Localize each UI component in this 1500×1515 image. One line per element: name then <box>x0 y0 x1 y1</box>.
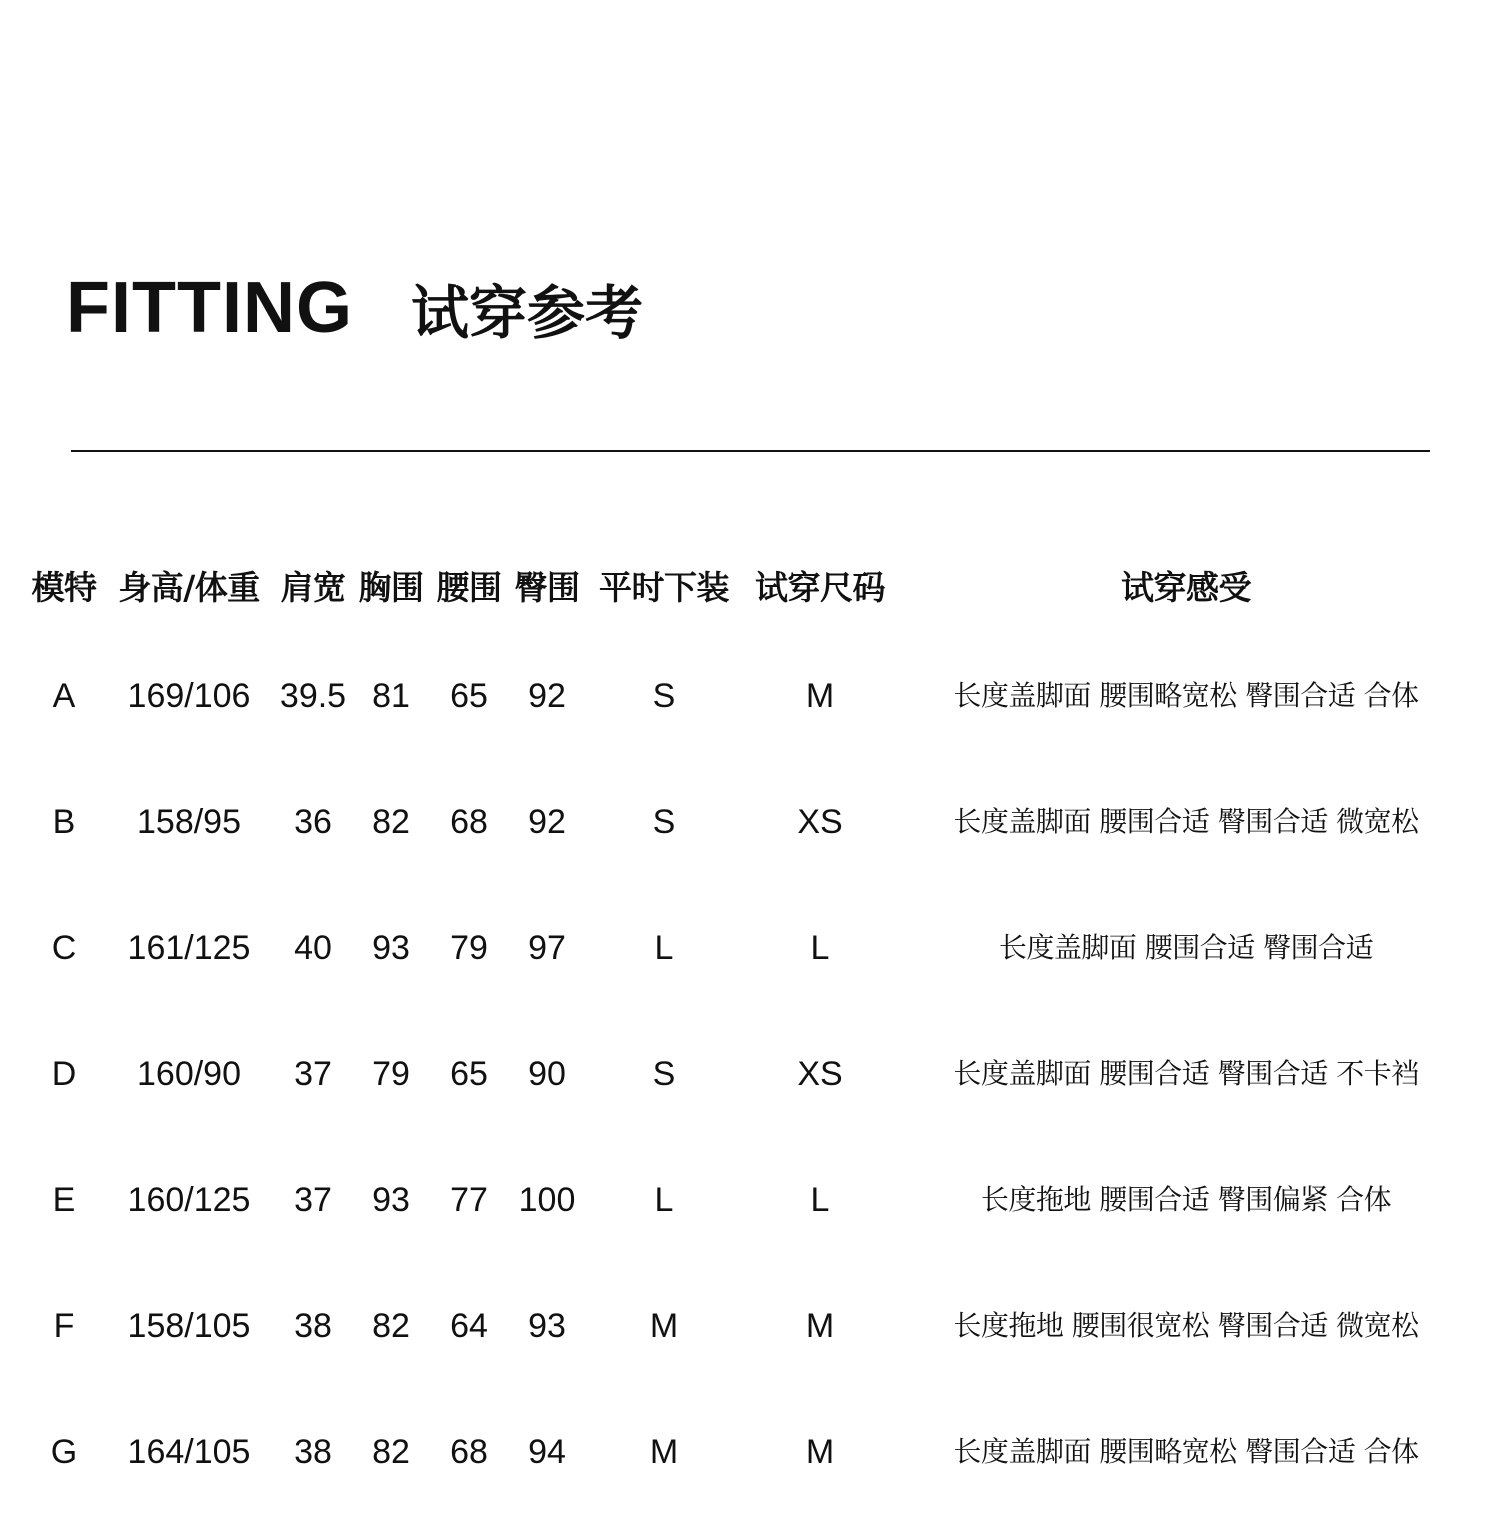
header-chest: 胸围 <box>358 568 424 607</box>
header-fitting-feel: 试穿感受 <box>1121 568 1251 607</box>
cell-model: E <box>52 1181 76 1219</box>
cell-waist: 79 <box>450 929 488 967</box>
cell-fitting-feel: 长度拖地 腰围合适 臀围偏紧 合体 <box>980 1183 1392 1216</box>
cell-shoulder: 37 <box>294 1055 332 1093</box>
header-model: 模特 <box>31 568 97 607</box>
cell-shoulder: 39.5 <box>279 677 347 715</box>
cell-hip: 92 <box>528 803 566 841</box>
cell-usual-size: S <box>652 1055 676 1093</box>
cell-shoulder: 38 <box>294 1433 332 1471</box>
cell-chest: 82 <box>372 1433 410 1471</box>
title-divider <box>71 450 1430 452</box>
cell-model: G <box>50 1433 78 1471</box>
table-row <box>0 666 1500 726</box>
cell-shoulder: 40 <box>294 929 332 967</box>
cell-chest: 93 <box>372 1181 410 1219</box>
table-row <box>0 918 1500 978</box>
cell-waist: 65 <box>450 1055 488 1093</box>
cell-fitting-feel: 长度盖脚面 腰围略宽松 臀围合适 合体 <box>953 679 1419 712</box>
table-header <box>0 558 1500 618</box>
cell-fitting-feel: 长度盖脚面 腰围合适 臀围合适 <box>998 931 1374 964</box>
header-fitting-size: 试穿尺码 <box>755 568 885 607</box>
cell-fitting-feel: 长度盖脚面 腰围略宽松 臀围合适 合体 <box>953 1435 1419 1468</box>
cell-model: B <box>52 803 76 841</box>
cell-waist: 65 <box>450 677 488 715</box>
cell-hip: 93 <box>528 1307 566 1345</box>
cell-model: C <box>51 929 77 967</box>
cell-waist: 68 <box>450 803 488 841</box>
header-usual-size: 平时下装 <box>599 568 729 607</box>
cell-hip: 97 <box>528 929 566 967</box>
header-hip: 臀围 <box>514 568 580 607</box>
cell-hip: 94 <box>528 1433 566 1471</box>
cell-fitting-size: XS <box>797 1055 843 1093</box>
cell-height-weight: 164/105 <box>127 1433 251 1471</box>
cell-waist: 64 <box>450 1307 488 1345</box>
cell-hip: 100 <box>518 1181 576 1219</box>
cell-height-weight: 158/95 <box>137 803 241 841</box>
cell-chest: 82 <box>372 803 410 841</box>
cell-usual-size: M <box>649 1307 679 1345</box>
cell-usual-size: M <box>649 1433 679 1471</box>
cell-fitting-size: M <box>805 1307 835 1345</box>
cell-shoulder: 38 <box>294 1307 332 1345</box>
cell-fitting-size: M <box>805 1433 835 1471</box>
cell-height-weight: 160/90 <box>137 1055 241 1093</box>
title-chinese: 试穿参考 <box>410 279 643 347</box>
cell-height-weight: 161/125 <box>127 929 251 967</box>
table-row <box>0 792 1500 852</box>
cell-model: A <box>52 677 76 715</box>
cell-fitting-feel: 长度盖脚面 腰围合适 臀围合适 微宽松 <box>953 805 1419 838</box>
cell-usual-size: L <box>654 1181 674 1219</box>
table-row <box>0 1422 1500 1482</box>
cell-waist: 68 <box>450 1433 488 1471</box>
cell-waist: 77 <box>450 1181 488 1219</box>
header-height-weight: 身高/体重 <box>118 568 260 607</box>
cell-shoulder: 37 <box>294 1181 332 1219</box>
page-title <box>66 268 643 348</box>
cell-height-weight: 158/105 <box>127 1307 251 1345</box>
cell-model: F <box>53 1307 75 1345</box>
cell-usual-size: S <box>652 677 676 715</box>
cell-usual-size: S <box>652 803 676 841</box>
cell-usual-size: L <box>654 929 674 967</box>
header-shoulder: 肩宽 <box>280 568 346 607</box>
cell-hip: 92 <box>528 677 566 715</box>
cell-height-weight: 169/106 <box>127 677 251 715</box>
cell-fitting-size: L <box>810 1181 830 1219</box>
header-waist: 腰围 <box>436 568 502 607</box>
cell-fitting-size: M <box>805 677 835 715</box>
cell-chest: 93 <box>372 929 410 967</box>
cell-shoulder: 36 <box>294 803 332 841</box>
table-row <box>0 1044 1500 1104</box>
cell-model: D <box>51 1055 77 1093</box>
cell-height-weight: 160/125 <box>127 1181 251 1219</box>
cell-chest: 82 <box>372 1307 410 1345</box>
table-row <box>0 1170 1500 1230</box>
table-row <box>0 1296 1500 1356</box>
cell-fitting-size: XS <box>797 803 843 841</box>
cell-fitting-feel: 长度盖脚面 腰围合适 臀围合适 不卡裆 <box>953 1057 1419 1090</box>
title-english: FITTING <box>66 268 353 348</box>
cell-chest: 79 <box>372 1055 410 1093</box>
cell-chest: 81 <box>372 677 410 715</box>
cell-fitting-size: L <box>810 929 830 967</box>
cell-fitting-feel: 长度拖地 腰围很宽松 臀围合适 微宽松 <box>953 1309 1419 1342</box>
cell-hip: 90 <box>528 1055 566 1093</box>
